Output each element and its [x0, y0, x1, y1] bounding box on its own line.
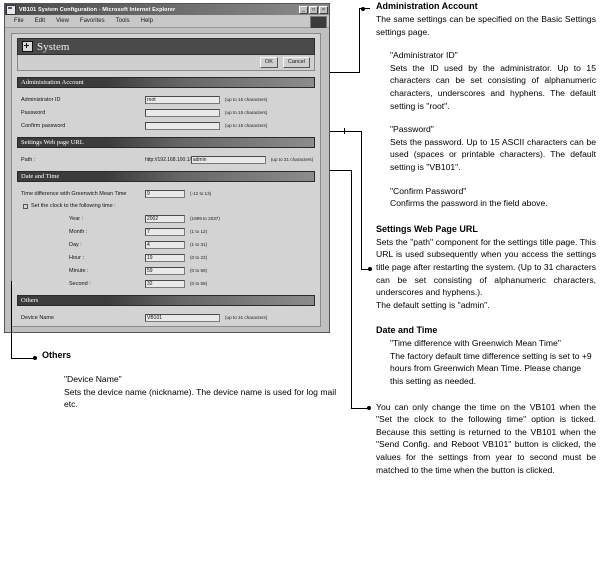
annotation-gmt-body: The factory default time difference setting is set to +9 hours from Greenwich Mean Time. Please change this setting as needed. [390, 350, 592, 387]
cancel-button[interactable]: Cancel [283, 57, 310, 68]
section-header-others [17, 295, 315, 306]
leader-line-others [11, 358, 35, 359]
annotation-administrator-id [390, 49, 596, 112]
annotation-password [390, 123, 596, 173]
annotation-column [376, 0, 596, 476]
ie-logo-icon [6, 5, 16, 15]
annotation-url-default: The default setting is "admin". [376, 299, 490, 310]
confirm-password-input[interactable] [145, 122, 220, 130]
field-row-second [17, 278, 315, 289]
annotation-admin-title: Administration Account [376, 1, 478, 11]
field-row-hour [17, 252, 315, 263]
annotation-datetime-note: You can only change the time on the VB101 when the "Set the clock to the following time" option is ticked. Because this setting is returned to the VB101 when the "Send Config. and Reboot VB101" button is clicked, the values for the settings from year to second must be matched to the time when the button is clicked. [376, 401, 596, 475]
hint-confirm-password: (up to 15 characters) [225, 123, 268, 128]
field-row-administrator-id [17, 94, 315, 105]
hint-password: (up to 15 characters) [225, 110, 268, 115]
leader-dot-others [33, 356, 37, 360]
label-set-clock: Set the clock to the following time : [31, 203, 116, 209]
month-input[interactable]: 7 [145, 228, 185, 236]
set-clock-checkbox-row[interactable] [17, 201, 315, 211]
maximize-button[interactable]: □ [309, 6, 318, 14]
annotation-device-name-name: "Device Name" [64, 374, 122, 384]
label-month: Month : [69, 228, 88, 235]
page-content [5, 28, 329, 332]
field-row-minute [17, 265, 315, 276]
close-icon[interactable]: × [319, 6, 328, 14]
hint-month: (1 to 12) [190, 229, 208, 234]
label-day: Day : [69, 241, 82, 248]
form-action-bar [17, 55, 315, 71]
menu-edit[interactable]: Edit [34, 18, 46, 24]
annotation-others [42, 350, 342, 411]
administrator-id-input[interactable]: root [145, 96, 220, 104]
annotation-password-name: "Password" [390, 124, 434, 135]
hint-gmt-offset: (-12 to 13) [190, 191, 212, 196]
field-row-path [17, 154, 315, 165]
annotation-device-name-body: Sets the device name (nickname). The device name is used for log mail etc. [64, 386, 337, 410]
annotation-datetime-title: Date and Time [376, 325, 438, 336]
path-input[interactable]: admin [191, 156, 266, 164]
label-administrator-id: Administrator ID [21, 96, 61, 103]
menu-view[interactable]: View [56, 18, 69, 24]
label-gmt-offset: Time difference with Greenwich Mean Time [21, 190, 127, 197]
leader-line-url-v [361, 131, 362, 269]
hint-day: (1 to 31) [190, 242, 208, 247]
section-header-url [17, 137, 315, 148]
leader-dot-url [368, 267, 372, 271]
leader-line-admin-v [359, 9, 360, 73]
field-row-year [17, 213, 315, 224]
leader-line-admin [330, 72, 360, 73]
browser-window [4, 3, 330, 333]
section-title-admin: Administration Account [21, 79, 84, 86]
field-row-month [17, 226, 315, 237]
device-name-input[interactable]: VB101 [145, 314, 220, 322]
hint-path: (up to 31 characters) [270, 157, 314, 162]
leader-line-datetime-v [351, 170, 352, 408]
page-title-bar [17, 38, 315, 55]
window-title: VB101 System Configuration - Microsoft Internet Explorer [19, 6, 176, 13]
gmt-offset-input[interactable]: 9 [145, 190, 185, 198]
label-hour: Hour : [69, 254, 84, 261]
annotation-gmt-name: "Time difference with Greenwich Mean Time" [390, 338, 561, 349]
annotation-gmt [390, 337, 596, 387]
section-header-datetime [17, 171, 315, 182]
minute-input[interactable]: 59 [145, 267, 185, 275]
year-input[interactable]: 2002 [145, 215, 185, 223]
annotation-administrator-id-name: "Administrator ID" [390, 50, 458, 61]
section-title-others: Others [21, 297, 39, 304]
menu-help[interactable]: Help [140, 18, 153, 24]
menu-file[interactable]: File [14, 18, 24, 24]
system-icon [22, 41, 33, 52]
annotation-url-body: Sets the "path" component for the settings title page. This URL is used subsequently when you access the settings title page after restarting the system. (Up to 31 characters can be set consisting of alphanumeric characters, underscores and hyphens.). [376, 236, 596, 298]
annotation-url-title: Settings Web Page URL [376, 223, 478, 234]
label-password: Password [21, 109, 46, 116]
label-confirm-password: Confirm password [21, 122, 66, 129]
annotation-confirm-password [390, 185, 596, 210]
menu-favorites[interactable]: Favorites [79, 18, 105, 24]
label-second: Second : [69, 280, 91, 287]
field-row-device-name [17, 312, 315, 323]
annotation-confirm-password-name: "Confirm Password" [390, 185, 467, 196]
annotation-others-body [64, 373, 342, 411]
label-minute: Minute : [69, 267, 89, 274]
hour-input[interactable]: 19 [145, 254, 185, 262]
page-title: System [37, 40, 70, 53]
label-device-name: Device Name [21, 314, 55, 321]
second-input[interactable]: 32 [145, 280, 185, 288]
settings-form [11, 33, 321, 327]
field-row-confirm-password [17, 120, 315, 131]
section-title-url: Settings Web page URL [21, 139, 84, 146]
url-prefix-text: http://192.168.100.1/ [145, 156, 191, 163]
minimize-button[interactable]: _ [299, 6, 308, 14]
browser-titlebar [5, 4, 329, 15]
annotation-admin [376, 0, 596, 210]
label-path: Path : [21, 156, 36, 163]
hint-minute: (0 to 59) [190, 268, 208, 273]
browser-menubar [5, 15, 329, 28]
annotation-others-title: Others [42, 350, 72, 360]
label-year: Year : [69, 215, 84, 222]
leader-line-others-v [11, 281, 12, 358]
set-clock-checkbox[interactable] [23, 204, 28, 209]
field-row-password [17, 107, 315, 118]
annotation-password-body: Sets the password. Up to 15 ASCII characters can be used (spaces or printable characters). The default setting is "VB101". [390, 136, 596, 172]
password-input[interactable] [145, 109, 220, 117]
day-input[interactable]: 4 [145, 241, 185, 249]
hint-hour: (0 to 23) [190, 255, 208, 260]
leader-line-datetime [330, 170, 352, 171]
bracket-right-top [344, 128, 345, 134]
annotation-administrator-id-body: Sets the ID used by the administrator. Up to 15 characters can be set consisting of alphanumeric characters, underscores and hyphens. The default setting is "root". [390, 62, 596, 111]
hint-administrator-id: (up to 15 characters) [225, 97, 268, 102]
annotation-confirm-password-body: Confirms the password in the field above. [390, 198, 548, 209]
menu-tools[interactable]: Tools [115, 18, 130, 24]
leader-dot-datetime [367, 406, 371, 410]
hint-device-name: (up to 31 characters) [225, 315, 268, 320]
leader-line-admin-arrow [359, 8, 370, 9]
section-title-datetime: Date and Time [21, 173, 60, 180]
hint-year: (1999 to 2037) [190, 216, 220, 221]
ok-button[interactable]: OK [260, 57, 278, 68]
field-row-day [17, 239, 315, 250]
leader-line-url [330, 131, 362, 132]
window-controls [299, 6, 328, 14]
annotation-url [376, 223, 596, 312]
annotation-admin-intro: The same settings can be specified on the Basic Settings settings page. [376, 14, 596, 37]
section-header-admin [17, 77, 315, 88]
field-row-gmt-offset [17, 188, 315, 199]
hint-second: (0 to 59) [190, 281, 208, 286]
annotation-datetime [376, 324, 596, 476]
